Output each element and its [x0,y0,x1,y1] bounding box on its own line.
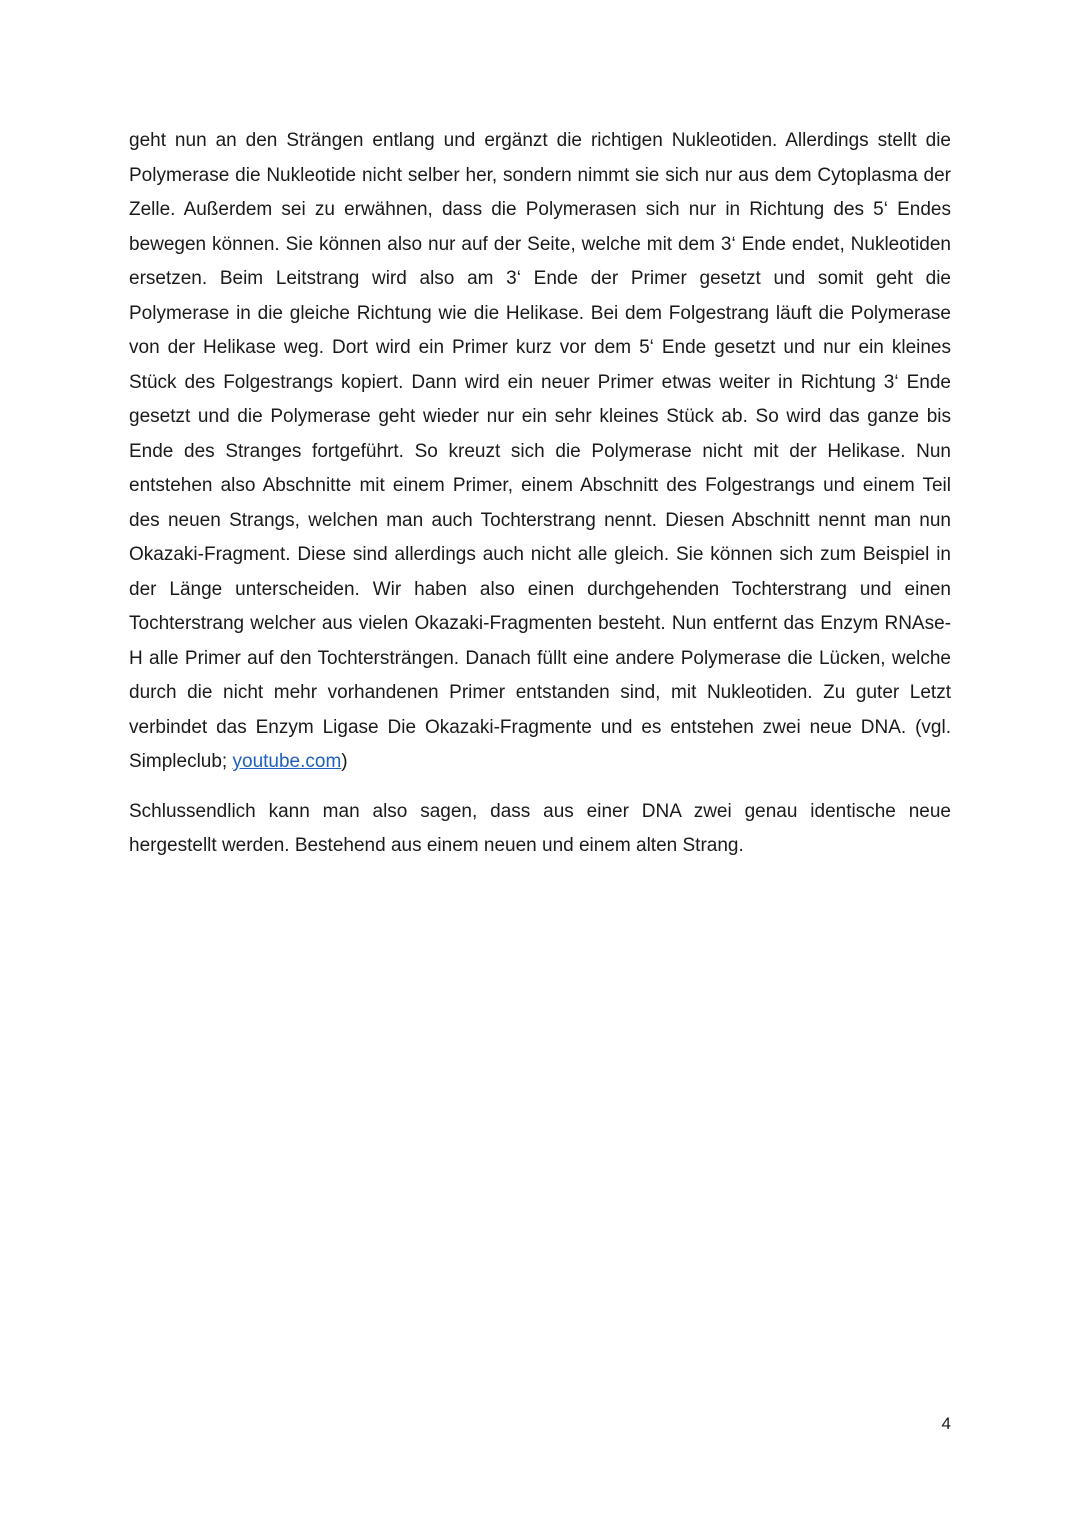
paragraph-text: geht nun an den Strängen entlang und ergänzt die richtigen Nukleotiden. Allerdings stellt die Polymerase die Nukleotide nicht selber her, sondern nimmt sie sich nur aus dem Cytoplasma der Zelle. Außerdem sei zu erwähnen, dass die Polymerasen sich nur in Richtung des 5‘ Endes bewegen können. Sie können also nur auf der Seite, welche mit dem 3‘ Ende endet, Nukleotiden ersetzen. Beim Leitstrang wird also am 3‘ Ende der Primer gesetzt und somit geht die Polymerase in die gleiche Richtung wie die Helikase. Bei dem Folgestrang läuft die Polymerase von der Helikase weg. Dort wird ein Primer kurz vor dem 5‘ Ende gesetzt und nur ein kleines Stück des Folgestrangs kopiert. Dann wird ein neuer Primer etwas weiter in Richtung 3‘ Ende gesetzt und die Polymerase geht wieder nur ein sehr kleines Stück ab. So wird das ganze bis Ende des Stranges fortgeführt. So kreuzt sich die Polymerase nicht mit der Helikase. Nun entstehen also Abschnitte mit einem Primer, einem Abschnitt des Folgestrangs und einem Teil des neuen Strangs, welchen man auch Tochterstrang nennt. Diesen Abschnitt nennt man nun Okazaki-Fragment. Diese sind allerdings auch nicht alle gleich. Sie können sich zum Beispiel in der Länge unterscheiden. Wir haben also einen durchgehenden Tochterstrang und einen Tochterstrang welcher aus vielen Okazaki-Fragmenten besteht. Nun entfernt das Enzym RNAse-H alle Primer auf den Tochtersträngen. Danach füllt eine andere Polymerase die Lücken, welche durch die nicht mehr vorhandenen Primer entstanden sind, mit Nukleotiden. Zu guter Letzt verbindet das Enzym Ligase Die Okazaki-Fragmente und es entstehen zwei neue DNA. (vgl. Simpleclub; [129,130,951,772]
paragraph-conclusion: Schlussendlich kann man also sagen, dass aus einer DNA zwei genau identische neue hergestellt werden. Bestehend aus einem neuen und einem alten Strang. [129,800,951,856]
paragraph-replication-details [129,124,951,780]
body-text [129,124,951,864]
closing-parenthesis: ) [341,751,348,772]
source-link[interactable]: youtube.com [232,751,342,772]
page-number: 4 [941,1414,951,1433]
